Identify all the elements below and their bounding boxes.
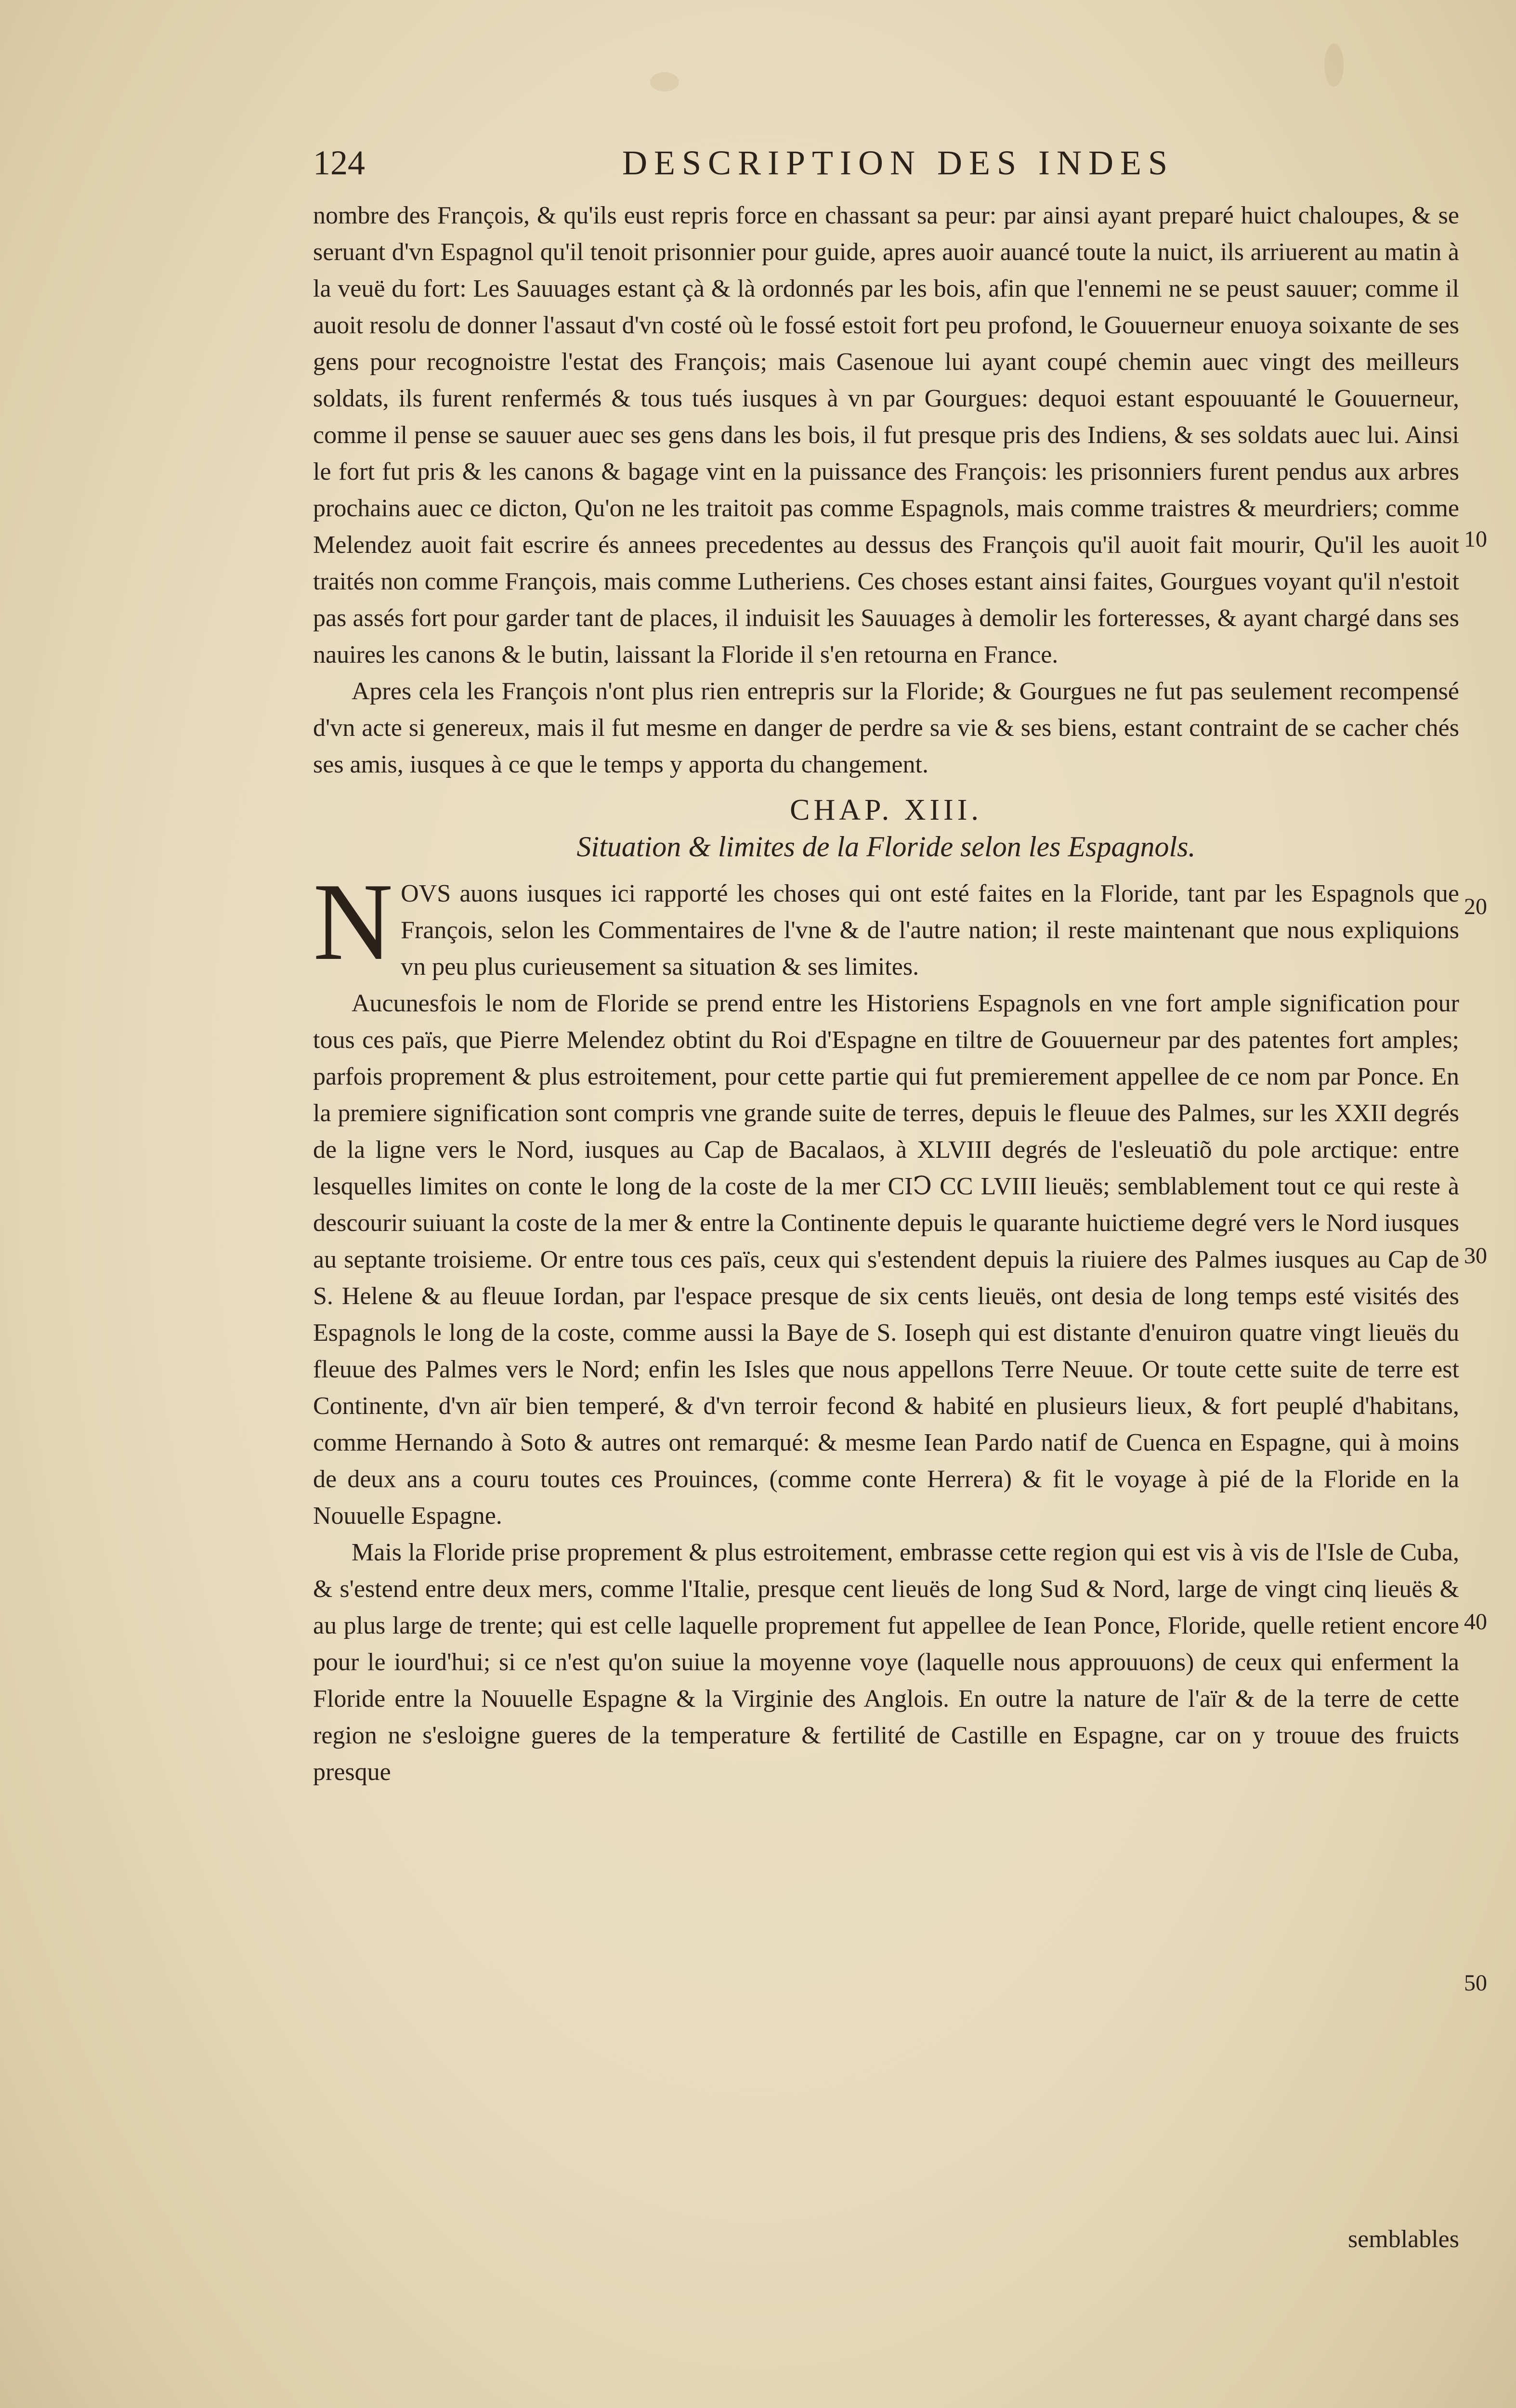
margin-line-number: 10 [1464,526,1487,552]
catchword: semblables [1347,2225,1459,2253]
chapter-first-paragraph [313,860,1459,985]
margin-line-number: 40 [1464,1609,1487,1635]
margin-line-number: 20 [1464,894,1487,919]
margin-line-number: 30 [1464,1243,1487,1269]
running-header [313,144,1459,197]
running-title: DESCRIPTION DES INDES [622,144,1175,182]
text-block [313,144,1459,1791]
paragraph: Aucunesfois le nom de Floride se prend entre les Historiens Espagnols en vne fort ample signification pour tous ces païs, que Pierre Melendez obtint du Roi d'Espagne en tiltre de Gouuerneur par des patentes fort amples; parfois proprement & plus estroitement, pour cette partie qui fut premierement appellee de ce nom par Ponce. En la premiere signification sont compris vne grande suite de terres, depuis le fleuue des Palmes, sur les XXII degrés de la ligne vers le Nord, iusques au Cap de Bacalaos, à XLVIII degrés de l'esleuatiõ du pole arctique: entre lesquelles limites on conte le long de la coste de la mer CIↃ CC LVIII lieuës; semblablement tout ce qui reste à descourir suiuant la coste de la mer & entre la Continente depuis le quarante huictieme degré vers le Nord iusques au septante troisieme. Or entre tous ces païs, ceux qui s'estendent depuis la riuiere des Palmes iusques au Cap de S. Helene & au fleuue Iordan, par l'espace presque de six cents lieuës, ont desia de long temps esté visités des Espagnols le long de la coste, comme aussi la Baye de S. Ioseph qui est distante d'enuiron quatre vingt lieuës du fleuue des Palmes vers le Nord; enfin les Isles que nous appellons Terre Neuue. Or toute cette suite de terre est Continente, d'vn aïr bien temperé, & d'vn terroir fecond & habité en plusieurs lieux, & fort peuplé d'habitans, comme Hernando à Soto & autres ont remarqué: & mesme Iean Pardo natif de Cuenca en Espagne, qui à moins de deux ans a couru toutes ces Prouinces, (comme conte Herrera) & fit le voyage à pié de la Floride en la Nouuelle Espagne. [313,990,1459,1530]
chapter-subtitle: Situation & limites de la Floride selon les Espagnols. [576,831,1196,863]
chapter-heading: CHAP. XIII. [790,794,982,826]
paper-stain [1324,43,1344,87]
paragraph-continued: nombre des François, & qu'ils eust repris force en chassant sa peur: par ainsi ayant preparé huict chaloupes, & se seruant d'vn Espagnol qu'il tenoit prisonnier pour guide, apres auoir auancé toute la nuict, ils arriuerent au matin à la veuë du fort: Les Sauuages estant çà & là ordonnés par les bois, afin que l'ennemi ne se peust sauuer; comme il auoit resolu de donner l'assaut d'vn costé où le fossé estoit fort peu profond, le Gouuerneur enuoya soixante de ses gens pour recognoistre l'estat des François; mais Casenoue lui ayant coupé chemin auec vingt des meilleurs soldats, ils furent renfermés & tous tués iusques à vn par Gourgues: dequoi estant espouuanté le Gouuerneur, comme il pense se sauuer auec ses gens dans les bois, il fut presque pris des Indiens, & ses soldats auec lui. Ainsi le fort fut pris & les canons & bagage vint en la puissance des François: les prisonniers furent pendus aux arbres prochains auec ce dicton, Qu'on ne les traitoit pas comme Espagnols, mais comme traistres & meurdriers; comme Melendez auoit fait escrire és annees precedentes au dessus des François qu'il auoit fait mourir, Qu'il les auoit traités non comme François, mais comme Lutheriens. Ces choses estant ainsi faites, Gourgues voyant qu'il n'estoit pas assés fort pour garder tant de places, il induisit les Sauuages à demolir les forteresses, & ayant chargé dans ses nauires les canons & le butin, laissant la Floride il s'en retourna en France. [313,202,1459,668]
paper-stain [650,72,679,92]
drop-cap: N [313,860,393,983]
paragraph-text: OVS auons iusques ici rapporté les choses qui ont esté faites en la Floride, tant par les Espagnols que François, selon les Commentaires de l'vne & de l'autre nation; il reste maintenant que nous expliquions vn peu plus curieusement sa situation & ses limites. [401,880,1459,981]
paragraph: Mais la Floride prise proprement & plus estroitement, embrasse cette region qui est vis à vis de l'Isle de Cuba, & s'estend entre deux mers, comme l'Italie, presque cent lieuës de long Sud & Nord, large de vingt cinq lieuës & au plus large de trente; qui est celle laquelle proprement fut appellee de Iean Ponce, Floride, quelle retient encore pour le iourd'hui; si ce n'est qu'on suiue la moyenne voye (laquelle nous approuuons) de ceux qui enferment la Floride entre la Nouuelle Espagne & la Virginie des Anglois. En outre la nature de l'aïr & de la terre de cette region ne s'esloigne gueres de la temperature & fertilité de Castille en Espagne, car on y trouue des fruicts presque [313,1539,1459,1786]
page-number: 124 [313,144,365,182]
margin-line-number: 50 [1464,1970,1487,1996]
paragraph: Apres cela les François n'ont plus rien entrepris sur la Floride; & Gourgues ne fut pas seulement recompensé d'vn acte si genereux, mais il fut mesme en danger de perdre sa vie & ses biens, estant contraint de se cacher chés ses amis, iusques à ce que le temps y apporta du changement. [313,678,1459,778]
